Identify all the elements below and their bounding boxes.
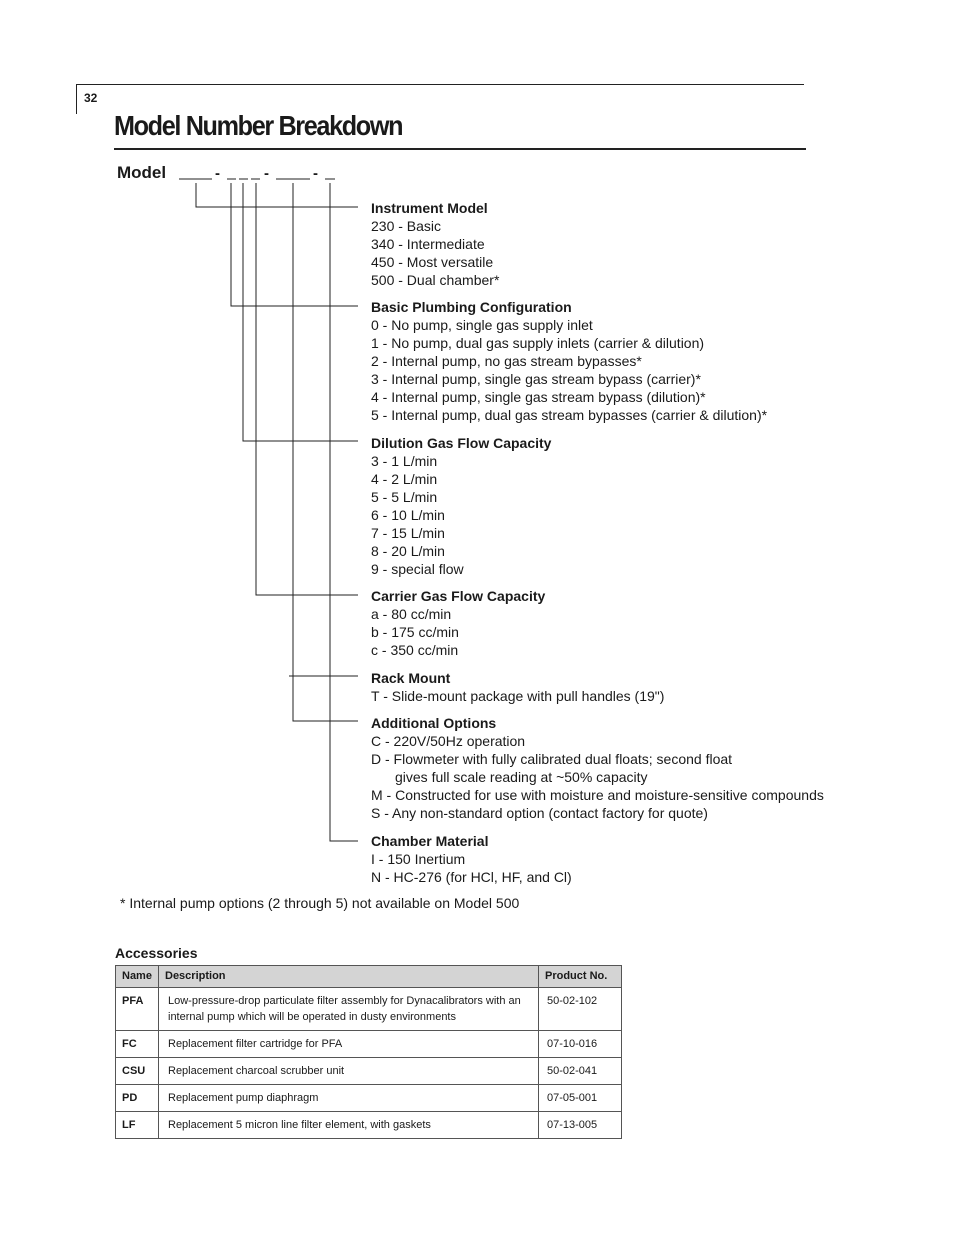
option-item: 3 - 1 L/min <box>371 453 438 469</box>
leader-instrument-model <box>196 183 358 207</box>
table-row <box>116 988 622 1031</box>
cell-product-no: 50-02-102 <box>539 988 622 1031</box>
cell-name: LF <box>116 1112 159 1139</box>
option-item: 3 - Internal pump, single gas stream bypass (carrier)* <box>371 371 701 387</box>
section-chamber-material <box>371 832 572 886</box>
cell-description: Replacement pump diaphragm <box>159 1085 539 1112</box>
leader-carrier <box>256 183 358 595</box>
cell-name: FC <box>116 1031 159 1058</box>
cell-description: Replacement 5 micron line filter element, with gaskets <box>159 1112 539 1139</box>
option-item: 0 - No pump, single gas supply inlet <box>371 317 593 333</box>
option-item: 500 - Dual chamber* <box>371 272 500 288</box>
option-item: 2 - Internal pump, no gas stream bypasses* <box>371 353 642 369</box>
section-instrument-model <box>371 199 499 289</box>
section-heading: Instrument Model <box>371 200 488 216</box>
column-header-description: Description <box>159 966 539 988</box>
section-additional-options <box>371 714 824 822</box>
cell-description: Replacement filter cartridge for PFA <box>159 1031 539 1058</box>
table-row <box>116 1031 622 1058</box>
option-item: 230 - Basic <box>371 218 442 234</box>
footnote: * Internal pump options (2 through 5) not available on Model 500 <box>120 895 520 911</box>
option-item-continuation: gives full scale reading at ~50% capacity <box>395 769 648 785</box>
section-heading: Dilution Gas Flow Capacity <box>371 435 552 451</box>
column-header-product-no: Product No. <box>539 966 622 988</box>
section-heading: Basic Plumbing Configuration <box>371 299 572 315</box>
option-item: 5 - 5 L/min <box>371 489 438 505</box>
option-item: a - 80 cc/min <box>371 606 452 622</box>
cell-product-no: 07-10-016 <box>539 1031 622 1058</box>
table-header-row <box>116 966 622 988</box>
cell-description: Replacement charcoal scrubber unit <box>159 1058 539 1085</box>
section-dilution-gas-flow-capacity <box>371 434 551 578</box>
option-item: D - Flowmeter with fully calibrated dual floats; second float <box>371 751 733 767</box>
model-label: Model <box>117 163 167 182</box>
option-item: b - 175 cc/min <box>371 624 459 640</box>
section-heading: Chamber Material <box>371 833 489 849</box>
option-item: 4 - 2 L/min <box>371 471 438 487</box>
code-dash: - <box>215 165 220 182</box>
table-row <box>116 1058 622 1085</box>
accessories-table <box>115 965 622 1139</box>
code-dash: - <box>313 165 318 182</box>
code-dash: - <box>264 165 269 182</box>
option-item: 6 - 10 L/min <box>371 507 445 523</box>
option-item: 7 - 15 L/min <box>371 525 445 541</box>
option-item: M - Constructed for use with moisture and moisture-sensitive compounds <box>371 787 824 803</box>
accessories-heading: Accessories <box>115 945 198 961</box>
option-item: C - 220V/50Hz operation <box>371 733 526 749</box>
column-header-name: Name <box>116 966 159 988</box>
cell-product-no: 07-05-001 <box>539 1085 622 1112</box>
option-item: 1 - No pump, dual gas supply inlets (carrier & dilution) <box>371 335 705 351</box>
option-item: 5 - Internal pump, dual gas stream bypasses (carrier & dilution)* <box>371 407 768 423</box>
leader-chamber-material <box>330 183 358 841</box>
option-item: T - Slide-mount package with pull handles (19") <box>371 688 665 704</box>
table-row <box>116 1112 622 1139</box>
cell-product-no: 50-02-041 <box>539 1058 622 1085</box>
section-basic-plumbing-configuration <box>371 298 767 424</box>
section-heading: Additional Options <box>371 715 497 731</box>
cell-name: CSU <box>116 1058 159 1085</box>
cell-product-no: 07-13-005 <box>539 1112 622 1139</box>
option-item: c - 350 cc/min <box>371 642 459 658</box>
option-item: 9 - special flow <box>371 561 464 577</box>
cell-name: PD <box>116 1085 159 1112</box>
leader-plumbing <box>231 183 358 306</box>
option-item: I - 150 Inertium <box>371 851 466 867</box>
page-title: Model Number Breakdown <box>114 110 403 141</box>
option-item: 340 - Intermediate <box>371 236 485 252</box>
cell-description: Low-pressure-drop particulate filter assembly for Dynacalibrators with an internal pump which will be operated in dusty environments <box>159 988 539 1031</box>
leader-dilution <box>243 183 358 441</box>
section-rack-mount <box>371 669 664 705</box>
section-carrier-gas-flow-capacity <box>371 587 545 659</box>
option-item: N - HC-276 (for HCl, HF, and Cl) <box>371 869 572 885</box>
section-heading: Rack Mount <box>371 670 451 686</box>
leader-additional-options <box>293 183 358 721</box>
table-row <box>116 1085 622 1112</box>
option-item: 450 - Most versatile <box>371 254 494 270</box>
section-heading: Carrier Gas Flow Capacity <box>371 588 546 604</box>
option-item: 8 - 20 L/min <box>371 543 445 559</box>
option-item: 4 - Internal pump, single gas stream bypass (dilution)* <box>371 389 706 405</box>
option-item: S - Any non-standard option (contact factory for quote) <box>371 805 708 821</box>
page-number: 32 <box>84 91 98 105</box>
cell-name: PFA <box>116 988 159 1031</box>
